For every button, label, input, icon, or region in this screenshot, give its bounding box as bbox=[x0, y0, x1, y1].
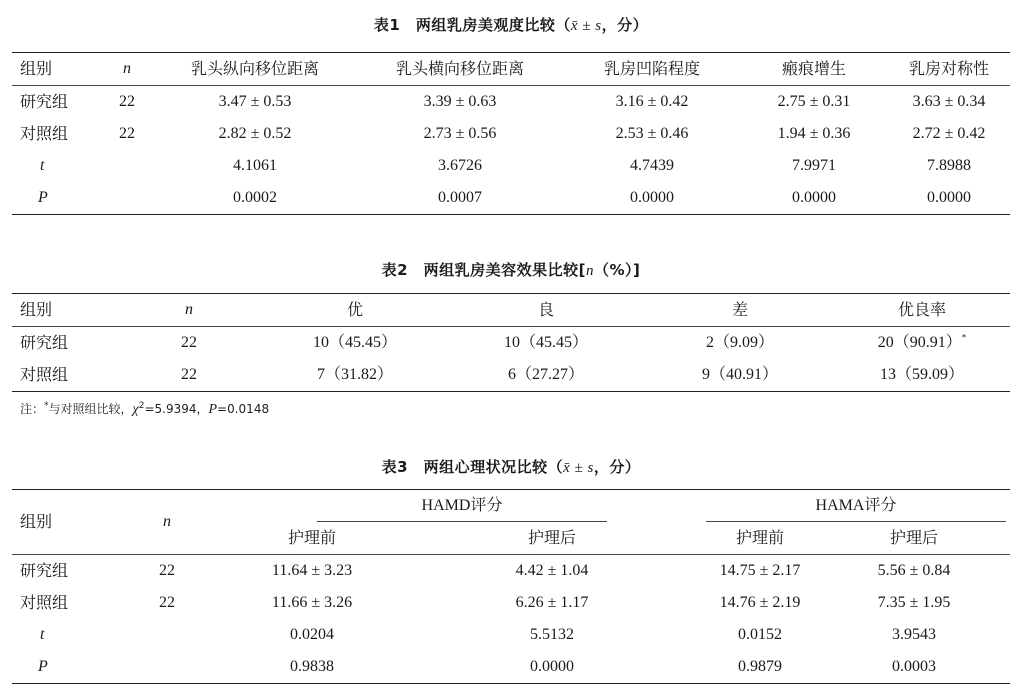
cell-value: 20（90.91） bbox=[877, 334, 962, 351]
table3-caption-stat: x̄ ± s bbox=[563, 460, 594, 476]
table-row bbox=[12, 555, 1010, 588]
row-label: 研究组 bbox=[20, 561, 69, 580]
table1-header-col: 乳头纵向移位距离 bbox=[190, 59, 319, 78]
table2-note bbox=[20, 400, 269, 418]
cell: 14.76 ± 2.19 bbox=[719, 594, 801, 611]
table-row bbox=[12, 619, 1010, 651]
table2-caption-text: 表2 两组乳房美容效果比较[ bbox=[381, 261, 586, 279]
cell: 22 bbox=[181, 366, 197, 383]
table2-header-n: n bbox=[185, 301, 193, 318]
cell bbox=[112, 651, 222, 684]
note-prefix: 注： bbox=[20, 402, 45, 416]
cell: 3.6726 bbox=[438, 157, 482, 174]
significance-mark: * bbox=[961, 332, 967, 343]
cell: 3.16 ± 0.42 bbox=[615, 93, 689, 110]
table-row bbox=[12, 587, 1010, 619]
cell: 3.39 ± 0.63 bbox=[423, 93, 497, 110]
cell: 7.9971 bbox=[792, 157, 836, 174]
cell bbox=[100, 150, 154, 182]
table3-header-group: 组别 bbox=[20, 512, 53, 531]
cell: 6（27.27） bbox=[507, 366, 584, 383]
note-p: P bbox=[208, 402, 218, 417]
row-label: t bbox=[40, 157, 45, 174]
cell: 0.0000 bbox=[927, 189, 971, 206]
cell: 3.63 ± 0.34 bbox=[912, 93, 986, 110]
table3-header-hamd bbox=[222, 490, 702, 523]
cell: 7（31.82） bbox=[316, 366, 393, 383]
table1-caption-stat: x̄ ± s bbox=[570, 18, 602, 34]
table-row bbox=[12, 359, 1010, 392]
cell: 22 bbox=[159, 562, 175, 579]
table2-header-col: 良 bbox=[537, 300, 554, 319]
cell: 2.82 ± 0.52 bbox=[218, 125, 292, 142]
cell: 4.42 ± 1.04 bbox=[515, 562, 589, 579]
cell bbox=[100, 182, 154, 215]
cell: 11.64 ± 3.23 bbox=[271, 562, 353, 579]
table-row bbox=[12, 651, 1010, 684]
row-label: 研究组 bbox=[20, 333, 69, 352]
cell: 3.47 ± 0.53 bbox=[218, 93, 292, 110]
table-row bbox=[12, 150, 1010, 182]
cell: 3.9543 bbox=[892, 626, 936, 643]
table-row bbox=[12, 327, 1010, 360]
cell: 0.0000 bbox=[792, 189, 836, 206]
table1-caption-suffix: ，分） bbox=[601, 16, 649, 34]
cell: 0.9838 bbox=[290, 658, 334, 675]
cell: 5.5132 bbox=[530, 626, 574, 643]
table3-subheader: 护理前 bbox=[735, 528, 784, 547]
hamd-label: HAMD评分 bbox=[317, 491, 607, 522]
table3-header-row1 bbox=[12, 490, 1010, 523]
table1-header-col: 乳头横向移位距离 bbox=[395, 59, 524, 78]
table2-header-group: 组别 bbox=[20, 300, 53, 319]
cell: 4.7439 bbox=[630, 157, 674, 174]
cell: 2.72 ± 0.42 bbox=[912, 125, 986, 142]
table3 bbox=[12, 489, 1010, 684]
table3-caption-suffix: ，分） bbox=[593, 458, 641, 476]
cell: 10（45.45） bbox=[312, 334, 397, 351]
cell: 6.26 ± 1.17 bbox=[515, 594, 589, 611]
cell: 0.9879 bbox=[738, 658, 782, 675]
table3-subheader: 护理前 bbox=[287, 528, 336, 547]
table3-subheader: 护理后 bbox=[889, 528, 938, 547]
cell: 7.35 ± 1.95 bbox=[877, 594, 951, 611]
cell: 0.0000 bbox=[630, 189, 674, 206]
cell: 14.75 ± 2.17 bbox=[719, 562, 801, 579]
cell: 0.0007 bbox=[438, 189, 482, 206]
cell: 22 bbox=[181, 334, 197, 351]
row-label: 研究组 bbox=[20, 92, 69, 111]
cell: 0.0000 bbox=[530, 658, 574, 675]
table2-header-col: 优 bbox=[346, 300, 363, 319]
table1 bbox=[12, 52, 1010, 215]
table2-caption bbox=[0, 259, 1022, 280]
row-label: 对照组 bbox=[20, 593, 69, 612]
table1-header-col: 乳房凹陷程度 bbox=[603, 59, 700, 78]
cell: 2.75 ± 0.31 bbox=[777, 93, 851, 110]
cell: 11.66 ± 3.26 bbox=[271, 594, 353, 611]
table1-caption bbox=[0, 14, 1022, 35]
row-label: P bbox=[38, 189, 48, 206]
cell: 0.0003 bbox=[892, 658, 936, 675]
table-row bbox=[12, 182, 1010, 215]
row-label: 对照组 bbox=[20, 124, 69, 143]
note-text: 与对照组比较， bbox=[48, 402, 133, 416]
cell: 13（59.09） bbox=[879, 366, 964, 383]
hama-label: HAMA评分 bbox=[706, 491, 1006, 522]
cell: 0.0204 bbox=[290, 626, 334, 643]
table1-header-row bbox=[12, 53, 1010, 86]
table2-header-col: 差 bbox=[731, 300, 748, 319]
table1-caption-text: 表1 两组乳房美观度比较（ bbox=[373, 16, 571, 34]
table2 bbox=[12, 293, 1010, 392]
note-chi-sup: 2 bbox=[138, 401, 145, 411]
table3-header-n: n bbox=[163, 513, 171, 530]
row-label: 对照组 bbox=[20, 365, 69, 384]
cell: 22 bbox=[119, 125, 135, 142]
note-mark: * bbox=[44, 401, 49, 411]
table1-header-col: 瘢痕增生 bbox=[781, 59, 846, 78]
cell bbox=[834, 327, 1010, 360]
table1-header-group: 组别 bbox=[20, 59, 53, 78]
cell: 2.53 ± 0.46 bbox=[615, 125, 689, 142]
table2-caption-stat: n bbox=[585, 263, 594, 279]
cell: 2（9.09） bbox=[705, 334, 774, 351]
table1-header-col: 乳房对称性 bbox=[908, 59, 989, 78]
table3-caption bbox=[0, 456, 1022, 477]
cell: 5.56 ± 0.84 bbox=[877, 562, 951, 579]
cell: 10（45.45） bbox=[503, 334, 588, 351]
cell: 0.0152 bbox=[738, 626, 782, 643]
table1-header-n: n bbox=[123, 60, 131, 77]
cell: 22 bbox=[119, 93, 135, 110]
cell: 22 bbox=[159, 594, 175, 611]
note-p-value: =0.0148 bbox=[217, 402, 270, 416]
row-label: P bbox=[38, 658, 48, 675]
cell: 9（40.91） bbox=[701, 366, 778, 383]
cell: 1.94 ± 0.36 bbox=[777, 125, 851, 142]
cell: 7.8988 bbox=[927, 157, 971, 174]
table3-caption-text: 表3 两组心理状况比较（ bbox=[381, 458, 564, 476]
cell bbox=[112, 619, 222, 651]
table3-subheader: 护理后 bbox=[527, 528, 576, 547]
table2-header-col: 优良率 bbox=[897, 300, 946, 319]
table2-caption-suffix: （%）] bbox=[593, 261, 641, 279]
cell: 4.1061 bbox=[233, 157, 277, 174]
note-chi-value: =5.9394， bbox=[144, 402, 209, 416]
cell: 2.73 ± 0.56 bbox=[423, 125, 497, 142]
note-chi: χ bbox=[132, 402, 139, 417]
table3-header-hama bbox=[702, 490, 1010, 523]
table-row bbox=[12, 118, 1010, 150]
row-label: t bbox=[40, 626, 45, 643]
table-row bbox=[12, 86, 1010, 119]
table2-header-row bbox=[12, 294, 1010, 327]
cell: 0.0002 bbox=[233, 189, 277, 206]
